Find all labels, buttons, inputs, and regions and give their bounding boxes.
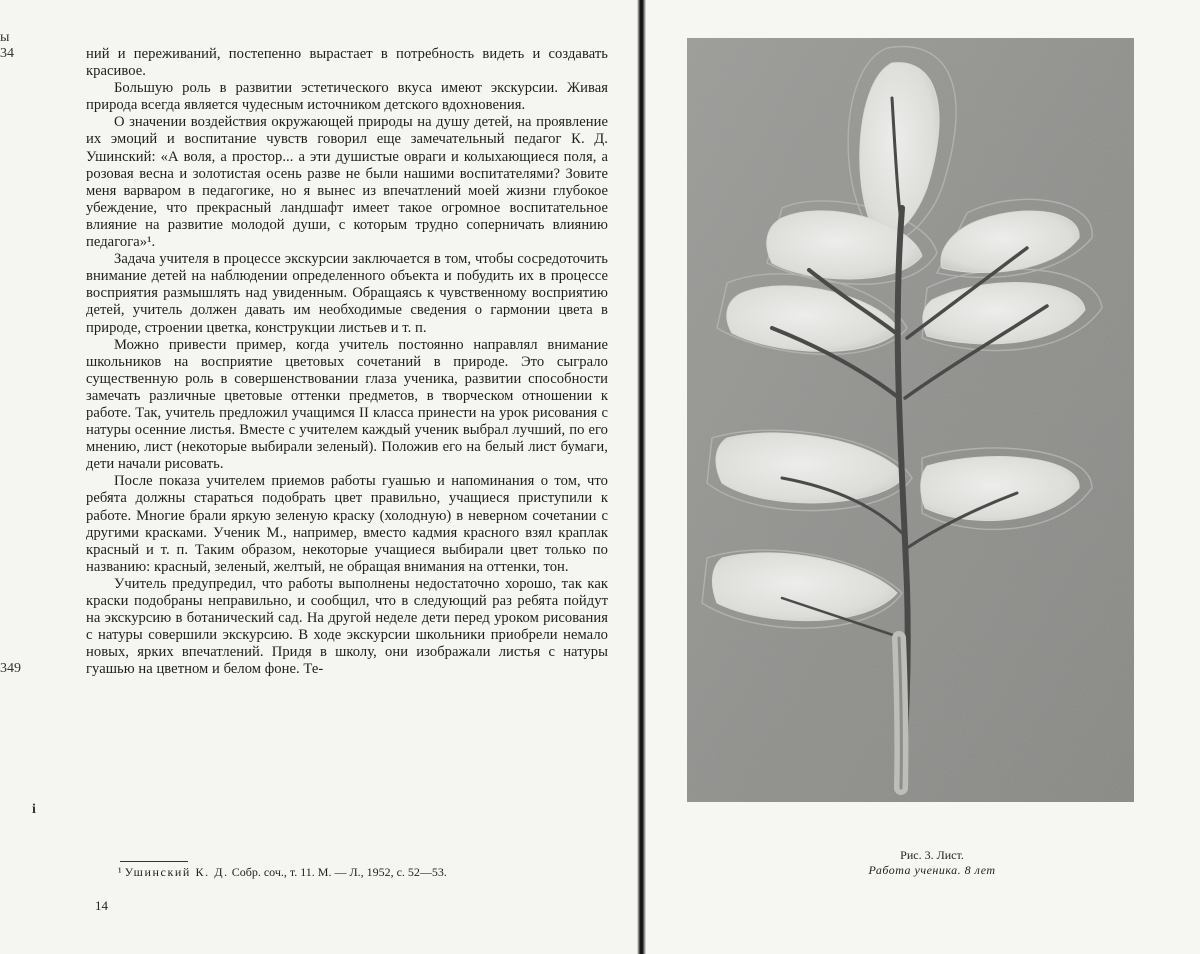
paragraph: О значении воздействия окружающей природы на душу детей, на проявление их эмоций и воспитание чувств говорил еще замечательный педагог К. Д. Ушинский: «А воля, а простор... а эти душистые овраги и колыхающиеся поля, а розовая весна и золотистая осень разве не были нашими воспитателями? Зовите меня варваром в педагогике, но я вынес из впечатлений моей жизни глубокое убеждение, что прекрасный ландшафт имеет такое огромное воспитательное влияние на развитие молодой души, с которым трудно соперничать влиянию педагога»¹. [86, 114, 608, 251]
footnote-text: Собр. соч., т. 11. М. — Л., 1952, с. 52—53. [231, 865, 447, 879]
caption-credit: Работа ученика. 8 лет [868, 863, 996, 877]
book-gutter [637, 0, 646, 954]
caption-title: Рис. 3. Лист. [900, 848, 964, 862]
footnote-rule [120, 861, 188, 862]
footnote-author: Ушинский К. Д. [124, 865, 229, 879]
footnote-marker: ¹ [118, 865, 122, 879]
figure-caption [812, 848, 1052, 878]
edge-mark: ы [0, 30, 10, 45]
leaf-illustration [687, 38, 1134, 802]
edge-mark: 34 [0, 46, 14, 61]
edge-mark: 349 [0, 661, 21, 676]
paragraph: Учитель предупредил, что работы выполнены недостаточно хорошо, так как краски подобраны неправильно, и сообщил, что в следующий раз ребята пойдут на экскурсию в ботанический сад. На другой неделе дети перед уроком рисования с натуры совершили экскурсию. В ходе экскурсии школьники приобрели немало новых, ярких впечатлений. Придя в школу, они изображали листья с натуры гуашью на цветном и белом фоне. Те- [86, 575, 608, 678]
paragraph: Задача учителя в процессе экскурсии заключается в том, чтобы сосредоточить внимание детей на наблюдении определенного объекта и побудить их в процессе восприятия размышлять над увиденным. Обращаясь к чувственному восприятию детей, учитель должен давать им необходимые сведения о гармонии цвета в природе, строении цветка, конструкции листьев и т. п. [86, 251, 608, 336]
page-number: 14 [95, 898, 108, 913]
paragraph: ний и переживаний, постепенно вырастает в потребность видеть и создавать красивое. [86, 46, 608, 80]
edge-mark: i [32, 802, 36, 817]
footnote [118, 865, 447, 880]
paragraph: После показа учителем приемов работы гуашью и напоминания о том, что ребята должны стараться подобрать цвет правильно, учащиеся приступили к работе. Многие брали яркую зеленую краску (холодную) в неверном сочетании с другими красками. Ученик М., например, вместо кадмия красного взял краплак красный и т. п. Таким образом, некоторые учащиеся выбирали цвет только по названию: красный, зеленый, желтый, не обращая внимания на оттенки, тон. [86, 473, 608, 575]
paragraph: Большую роль в развитии эстетического вкуса имеют экскурсии. Живая природа всегда является чудесным источником детского вдохновения. [86, 80, 608, 114]
paragraph: Можно привести пример, когда учитель постоянно направлял внимание школьников на восприятие цветовых сочетаний в природе. Это сыграло существенную роль в совершенствовании глаза ученика, развитии способности замечать различные цветовые оттенки предметов, в творческом отношении к работе. Так, учитель предложил учащимся II класса принести на урок рисования с натуры осенние листья. Вместе с учителем каждый ученик выбрал лучший, по его мнению, лист (некоторые выбирали зеленый). Положив его на белый лист бумаги, дети начали рисовать. [86, 336, 608, 473]
body-text [86, 46, 608, 678]
